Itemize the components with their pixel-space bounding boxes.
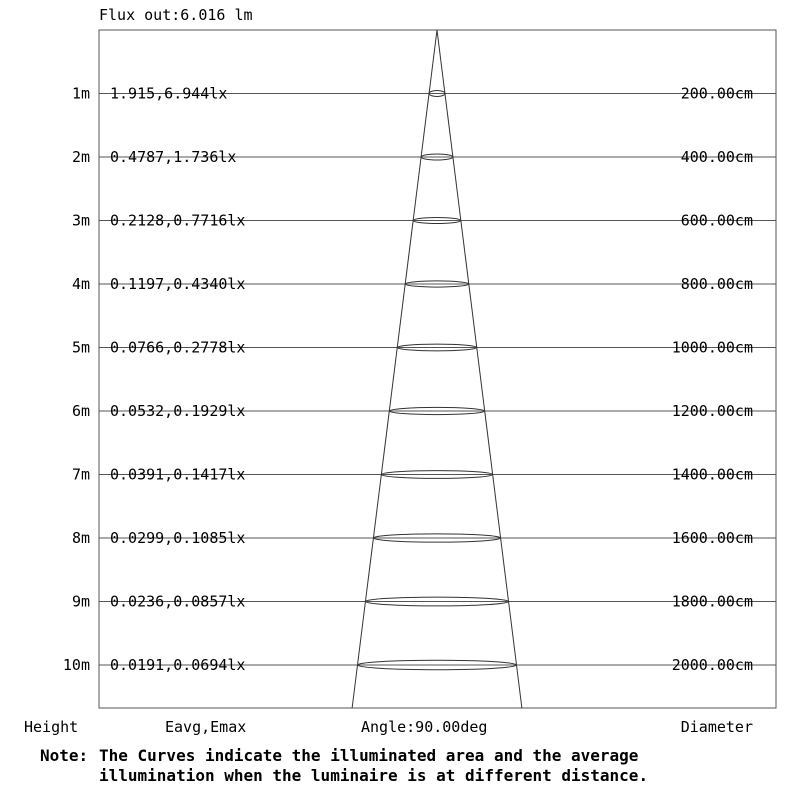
note-line-1: The Curves indicate the illuminated area and the average: [99, 746, 639, 765]
height-label: 1m: [71, 84, 90, 103]
height-label: 2m: [71, 148, 90, 166]
diameter-label: 1200.00cm: [671, 402, 753, 420]
diameter-label: 1600.00cm: [671, 529, 753, 547]
height-label: 5m: [71, 338, 90, 357]
height-label: 10m: [62, 656, 90, 674]
height-label: 8m: [71, 529, 90, 547]
illuminance-label: 0.1197,0.4340lx: [110, 275, 246, 293]
illuminance-label: 0.4787,1.736lx: [110, 148, 237, 166]
diameter-label: 200.00cm: [680, 84, 753, 103]
diameter-label: 400.00cm: [680, 148, 753, 166]
illuminance-label: 0.0299,0.1085lx: [110, 529, 246, 547]
height-label: 6m: [71, 402, 90, 420]
illuminance-label: 0.0391,0.1417lx: [110, 465, 246, 484]
illuminance-label: 0.0236,0.0857lx: [110, 592, 246, 611]
illuminance-label: 0.2128,0.7716lx: [110, 211, 246, 230]
height-label: 3m: [71, 211, 90, 230]
diameter-label: 1000.00cm: [671, 338, 753, 357]
illuminance-label: 1.915,6.944lx: [110, 84, 228, 103]
illuminance-label: 0.0766,0.2778lx: [110, 338, 246, 357]
note-line-2: illumination when the luminaire is at different distance.: [99, 766, 649, 785]
height-label: 9m: [71, 592, 90, 611]
height-label: 4m: [71, 275, 90, 293]
beam-angle-label: Angle:90.00deg: [361, 718, 488, 736]
diameter-label: 1800.00cm: [671, 592, 753, 611]
illuminance-label: 0.0191,0.0694lx: [110, 656, 246, 674]
note-prefix: Note:: [40, 746, 89, 765]
illuminance-label: 0.0532,0.1929lx: [110, 402, 246, 420]
diameter-label: 2000.00cm: [671, 656, 753, 674]
height-label: 7m: [71, 465, 90, 484]
flux-output-label: Flux out:6.016 lm: [99, 6, 253, 24]
height-column-label: Height: [24, 718, 79, 736]
diameter-label: 600.00cm: [680, 211, 753, 230]
beam-cone: [352, 30, 522, 708]
diameter-column-label: Diameter: [680, 718, 753, 736]
eavg-emax-column-label: Eavg,Emax: [165, 718, 247, 736]
diameter-label: 1400.00cm: [671, 465, 753, 484]
diameter-label: 800.00cm: [680, 275, 753, 293]
